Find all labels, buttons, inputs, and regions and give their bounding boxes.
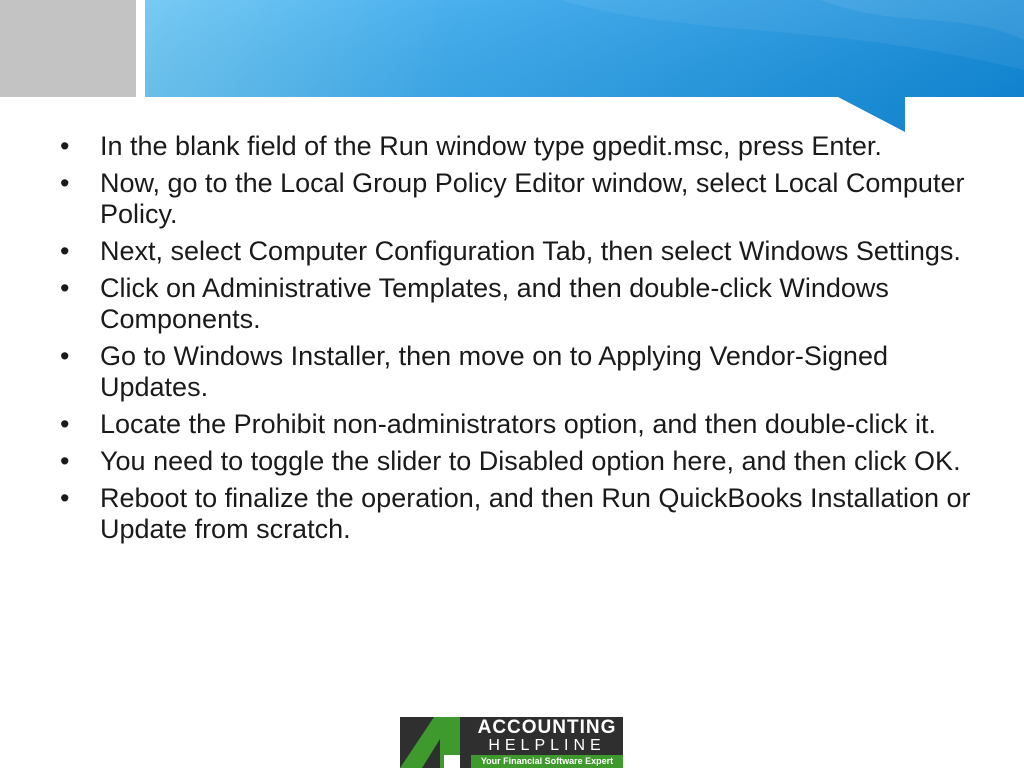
logo-line1: ACCOUNTING xyxy=(477,717,617,738)
bullet-dot: • xyxy=(60,168,70,198)
bullet-dot: • xyxy=(60,273,70,303)
bullet-item xyxy=(56,273,971,335)
logo-tagline: Your Financial Software Expert xyxy=(471,755,623,768)
header-graphic xyxy=(0,0,1024,132)
bullet-dot: • xyxy=(60,236,70,266)
bullet-dot: • xyxy=(60,341,70,371)
bullet-text: Locate the Prohibit non-administrators option, and then double-click it. xyxy=(100,409,936,439)
accounting-helpline-logo xyxy=(400,717,623,768)
bullet-text: Next, select Computer Configuration Tab, then select Windows Settings. xyxy=(100,236,961,266)
bullet-item xyxy=(56,341,971,403)
bullet-item xyxy=(56,168,971,230)
bullet-item xyxy=(56,236,971,267)
bullet-dot: • xyxy=(60,409,70,439)
bullet-text: Reboot to finalize the operation, and then Run QuickBooks Installation or Update from scratch. xyxy=(100,483,971,544)
slide-header-banner xyxy=(0,0,1024,132)
bullet-text: Now, go to the Local Group Policy Editor window, select Local Computer Policy. xyxy=(100,168,965,229)
bullet-text: Click on Administrative Templates, and then double-click Windows Components. xyxy=(100,273,889,334)
bullet-dot: • xyxy=(60,483,70,513)
bullet-text: In the blank field of the Run window type gpedit.msc, press Enter. xyxy=(100,131,882,161)
bullet-item xyxy=(56,483,971,545)
bullet-item xyxy=(56,409,971,440)
bullet-list xyxy=(56,131,971,551)
bullet-dot: • xyxy=(60,446,70,476)
logo-line2: HELPLINE xyxy=(488,737,606,754)
bullet-dot: • xyxy=(60,131,70,161)
header-gray-block xyxy=(0,0,136,97)
bullet-text: You need to toggle the slider to Disabled option here, and then click OK. xyxy=(100,446,961,476)
bullet-item xyxy=(56,131,971,162)
bullet-text: Go to Windows Installer, then move on to Applying Vendor-Signed Updates. xyxy=(100,341,888,402)
bullet-item xyxy=(56,446,971,477)
